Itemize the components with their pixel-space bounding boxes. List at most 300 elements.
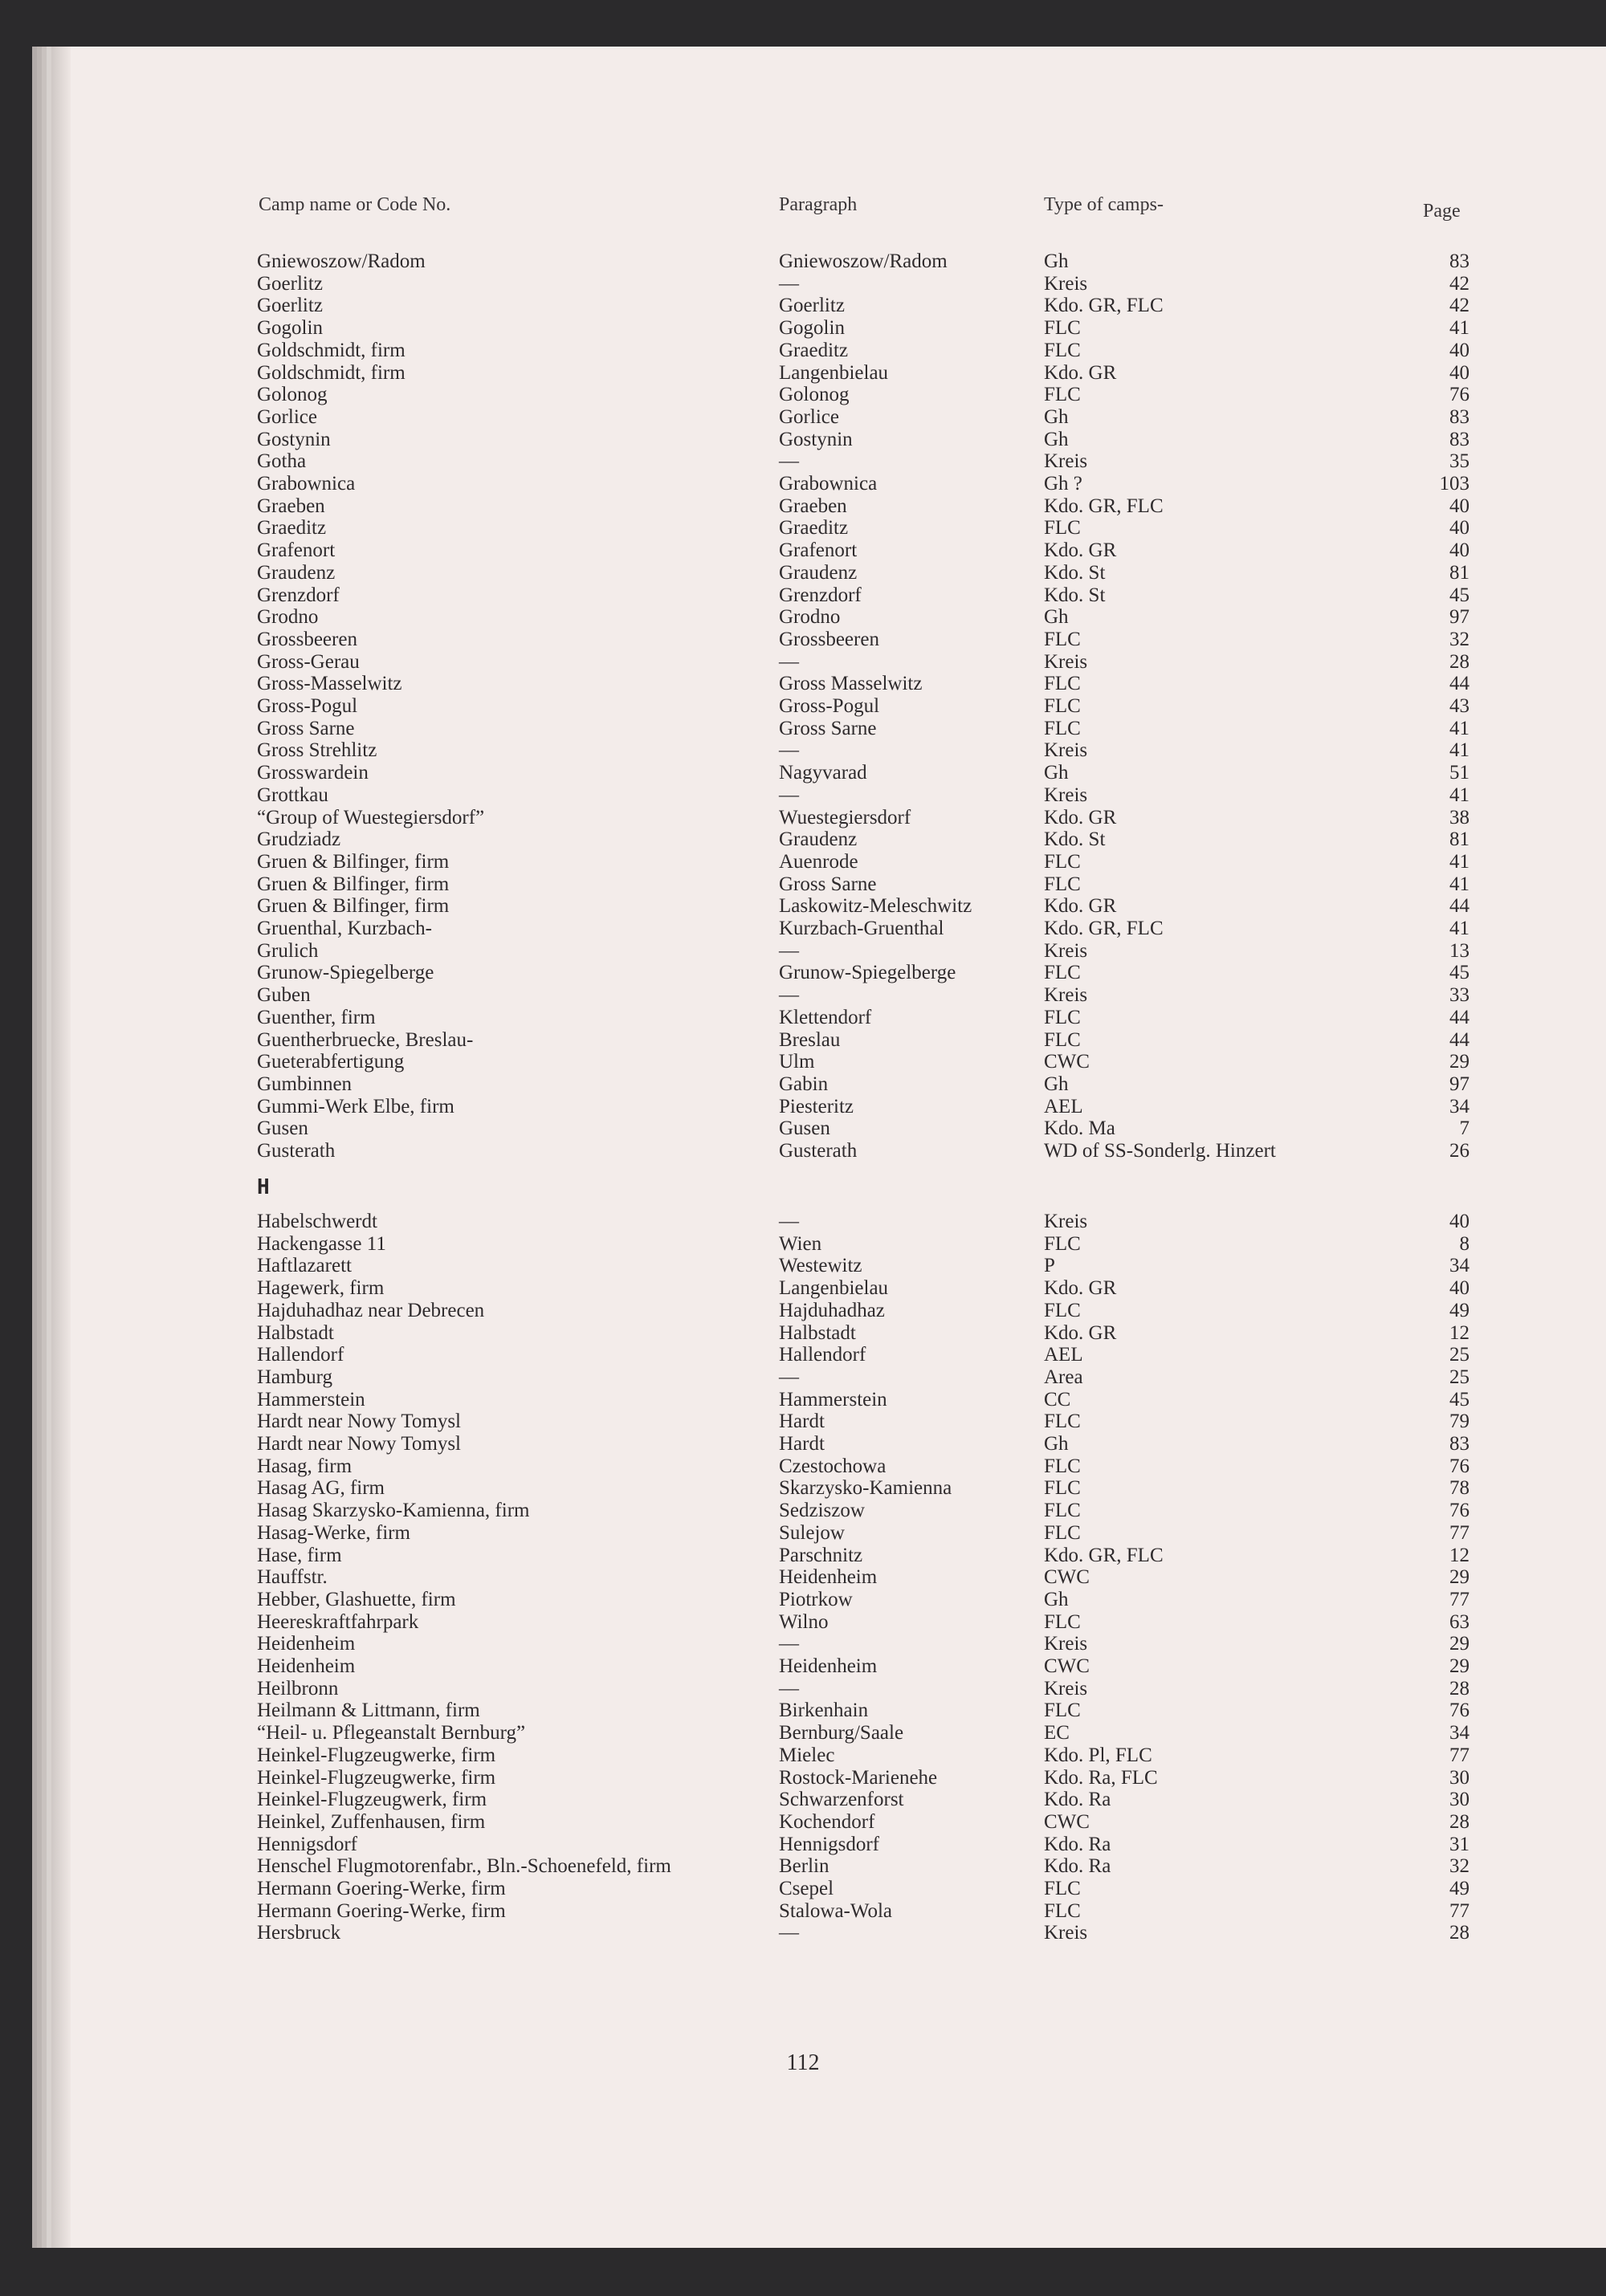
camp-name-cell: Hammerstein [257,1388,365,1411]
page-ref-cell: 34 [1449,1722,1469,1744]
paragraph-cell: Csepel [779,1878,834,1899]
camp-name-cell: Heilbronn [257,1677,339,1700]
table-row [0,1899,1469,1923]
camp-name-cell: Grudziadz [257,828,341,851]
paragraph-cell: Kochendorf [779,1810,875,1833]
page-ref-cell: 28 [1449,650,1469,673]
table-row [0,784,1469,807]
camp-type-cell: Kdo. GR [1044,1321,1117,1344]
paragraph-cell: Schwarzenforst [779,1789,904,1811]
table-row [0,1655,1469,1678]
page-ref-cell: 41 [1449,850,1469,873]
table-row [0,473,1469,495]
paragraph-cell: — [779,739,799,762]
page-ref-cell: 43 [1449,695,1469,717]
paragraph-cell: Heidenheim [779,1566,878,1589]
camp-name-cell: “Group of Wuestegiersdorf” [257,806,485,828]
camp-name-cell: Grabownica [257,473,356,495]
camp-type-cell: Gh [1044,405,1069,428]
camp-name-cell: Heidenheim [257,1633,356,1655]
paragraph-cell: — [779,1211,799,1232]
camp-type-cell: CWC [1044,1810,1090,1833]
camp-type-cell: FLC [1044,1500,1081,1522]
paragraph-cell: Langenbielau [779,361,889,384]
table-row [0,873,1469,896]
page-ref-cell: 31 [1449,1833,1469,1855]
page-ref-cell: 51 [1449,762,1469,784]
page-ref-cell: 49 [1449,1299,1469,1321]
camp-name-cell: Guben [257,984,311,1007]
table-row [0,1544,1469,1567]
page-ref-cell: 77 [1449,1744,1469,1766]
camp-name-cell: Gruen & Bilfinger, firm [257,850,450,873]
page-ref-cell: 25 [1449,1344,1469,1366]
camp-type-cell: FLC [1044,517,1081,539]
camp-name-cell: Hackengasse 11 [257,1232,386,1255]
camp-name-cell: Grosswardein [257,762,369,784]
camp-name-cell: Gross Strehlitz [257,739,377,762]
camp-type-cell: Kdo. Pl, FLC [1044,1744,1152,1766]
camp-name-cell: Grossbeeren [257,628,357,650]
table-row [0,1789,1469,1811]
camp-name-cell: Hase, firm [257,1544,342,1566]
camp-type-cell: Gh ? [1044,473,1082,495]
camp-type-cell: Area [1044,1366,1083,1388]
camp-type-cell: FLC [1044,1028,1081,1051]
paragraph-cell: — [779,1677,799,1700]
page-ref-cell: 41 [1449,918,1469,939]
camp-type-cell: FLC [1044,1455,1081,1477]
paragraph-cell: Gabin [779,1073,829,1095]
paragraph-cell: Stalowa-Wola [779,1899,893,1922]
page-ref-cell: 30 [1449,1789,1469,1811]
paragraph-cell: Rostock-Marienehe [779,1766,938,1789]
camp-type-cell: Gh [1044,762,1069,784]
page-ref-cell: 28 [1449,1677,1469,1700]
camp-name-cell: Gruen & Bilfinger, firm [257,873,450,895]
page-ref-cell: 25 [1449,1366,1469,1388]
table-row [0,962,1469,984]
camp-type-cell: FLC [1044,873,1081,895]
page-ref-cell: 28 [1449,1810,1469,1833]
camp-name-cell: Heidenheim [257,1655,356,1677]
paragraph-cell: Piotrkow [779,1588,853,1610]
paragraph-cell: Auenrode [779,850,858,873]
camp-type-cell: FLC [1044,628,1081,650]
table-row [0,428,1469,451]
camp-name-cell: Haftlazarett [257,1255,352,1277]
header-camp-name: Camp name or Code No. [259,194,451,215]
paragraph-cell: Grodno [779,606,841,629]
page-ref-cell: 38 [1449,806,1469,828]
table-row [0,250,1469,273]
page-ref-cell: 83 [1449,405,1469,428]
camp-name-cell: Graeditz [257,517,327,539]
camp-name-cell: Hajduhadhaz near Debrecen [257,1299,485,1321]
page-ref-cell: 13 [1449,939,1469,962]
page-ref-cell: 103 [1439,473,1469,495]
table-row [0,1140,1469,1162]
paragraph-cell: Skarzysko-Kamienna [779,1477,952,1500]
paragraph-cell: — [779,784,799,806]
paragraph-cell: Wien [779,1232,822,1255]
camp-name-cell: Hagewerk, firm [257,1277,385,1300]
page-ref-cell: 29 [1449,1566,1469,1589]
camp-name-cell: Hasag AG, firm [257,1477,385,1500]
table-row [0,1521,1469,1545]
page-ref-cell: 40 [1449,339,1469,361]
paragraph-cell: Graudenz [779,828,858,851]
page-ref-cell: 76 [1449,1455,1469,1477]
page-number: 112 [786,2050,820,2075]
paragraph-cell: Nagyvarad [779,762,867,784]
paragraph-cell: Breslau [779,1028,841,1051]
page-ref-cell: 63 [1449,1610,1469,1633]
page-ref-cell: 35 [1449,450,1469,473]
camp-type-cell: Kdo. St [1044,584,1106,606]
table-row [0,1588,1469,1611]
table-row [0,850,1469,873]
page-ref-cell: 44 [1449,673,1469,695]
table-row [0,762,1469,784]
camp-name-cell: Hardt near Nowy Tomysl [257,1411,461,1433]
camp-type-cell: Kdo. GR, FLC [1044,495,1164,517]
table-row [0,918,1469,940]
camp-name-cell: Gorlice [257,405,317,428]
table-row [0,1878,1469,1900]
paragraph-cell: — [779,1633,799,1655]
table-row [0,1455,1469,1478]
page-ref-cell: 29 [1449,1633,1469,1655]
paragraph-cell: — [779,450,799,473]
table-row [0,1610,1469,1634]
camp-type-cell: Kdo. GR, FLC [1044,295,1164,317]
camp-type-cell: CWC [1044,1655,1090,1677]
table-row [0,1095,1469,1118]
paragraph-cell: Hardt [779,1411,825,1433]
table-row [0,317,1469,340]
page-ref-cell: 40 [1449,495,1469,517]
page-ref-cell: 44 [1449,895,1469,918]
camp-type-cell: Kdo. GR [1044,1277,1117,1300]
camp-type-cell: FLC [1044,384,1081,406]
table-row [0,1855,1469,1878]
page-ref-cell: 41 [1449,739,1469,762]
camp-name-cell: Hermann Goering-Werke, firm [257,1899,506,1922]
camp-type-cell: FLC [1044,339,1081,361]
table-row [0,717,1469,740]
camp-name-cell: Heinkel-Flugzeugwerk, firm [257,1789,487,1811]
camp-name-cell: Hasag, firm [257,1455,353,1477]
paragraph-cell: Sulejow [779,1521,845,1544]
camp-type-cell: FLC [1044,695,1081,717]
camp-name-cell: Heilmann & Littmann, firm [257,1700,480,1722]
page-ref-cell: 77 [1449,1588,1469,1610]
camp-type-cell: Kdo. Ma [1044,1117,1115,1140]
table-row [0,628,1469,651]
camp-type-cell: FLC [1044,1232,1081,1255]
page-ref-cell: 29 [1449,1655,1469,1677]
page-ref-cell: 97 [1449,1073,1469,1095]
paragraph-cell: Graeditz [779,517,849,539]
paragraph-cell: Goerlitz [779,295,845,317]
camp-type-cell: FLC [1044,717,1081,739]
paragraph-cell: Mielec [779,1744,835,1766]
paragraph-cell: Grabownica [779,473,878,495]
header-page: Page [1423,201,1461,222]
camp-name-cell: Heereskraftfahrpark [257,1610,419,1633]
page-ref-cell: 76 [1449,1500,1469,1522]
camp-type-cell: Kreis [1044,939,1088,962]
page-ref-cell: 83 [1449,428,1469,450]
page-ref-cell: 83 [1449,1433,1469,1455]
paragraph-cell: Halbstadt [779,1321,856,1344]
page-ref-cell: 40 [1449,539,1469,562]
camp-name-cell: Guenther, firm [257,1006,376,1028]
paragraph-cell: Wilno [779,1610,829,1633]
camp-name-cell: Habelschwerdt [257,1211,377,1232]
camp-name-cell: Guentherbruecke, Breslau- [257,1028,474,1051]
table-row [0,806,1469,829]
camp-name-cell: Gross Sarne [257,717,355,739]
camp-name-cell: Gusen [257,1117,308,1140]
camp-name-cell: Grulich [257,939,319,962]
camp-type-cell: FLC [1044,317,1081,340]
camp-name-cell: Goerlitz [257,272,323,295]
page-ref-cell: 76 [1449,384,1469,406]
section-letter-h: H [257,1175,270,1199]
camp-type-cell: Kdo. Ra [1044,1833,1111,1855]
camp-name-cell: Golonog [257,384,328,406]
camp-type-cell: Gh [1044,428,1069,450]
camp-name-cell: Gummi-Werk Elbe, firm [257,1095,454,1117]
table-row [0,1700,1469,1722]
paragraph-cell: Graeditz [779,339,849,361]
paragraph-cell: Gross Sarne [779,873,877,895]
table-row [0,1500,1469,1522]
camp-name-cell: Heinkel-Flugzeugwerke, firm [257,1744,496,1766]
page-ref-cell: 30 [1449,1766,1469,1789]
paragraph-cell: Golonog [779,384,850,406]
page-ref-cell: 32 [1449,628,1469,650]
paragraph-cell: Gross Sarne [779,717,877,739]
table-row [0,339,1469,362]
camp-type-cell: AEL [1044,1344,1083,1366]
paragraph-cell: — [779,939,799,962]
paragraph-cell: Sedziszow [779,1500,865,1522]
header-type: Type of camps- [1044,194,1164,215]
table-row [0,650,1469,674]
camp-type-cell: CWC [1044,1566,1090,1589]
camp-type-cell: Gh [1044,250,1069,272]
paragraph-cell: Hajduhadhaz [779,1299,885,1321]
camp-name-cell: Gueterabfertigung [257,1051,405,1073]
camp-type-cell: FLC [1044,850,1081,873]
camp-name-cell: “Heil- u. Pflegeanstalt Bernburg” [257,1722,526,1744]
paragraph-cell: — [779,650,799,673]
table-row [0,1299,1469,1322]
camp-type-cell: Kreis [1044,650,1088,673]
paragraph-cell: Ulm [779,1051,815,1073]
camp-name-cell: Grodno [257,606,319,629]
table-row [0,1051,1469,1073]
paragraph-cell: Hardt [779,1433,825,1455]
table-row [0,1433,1469,1455]
camp-type-cell: Kreis [1044,272,1088,295]
camp-name-cell: Hermann Goering-Werke, firm [257,1878,506,1899]
paragraph-cell: Grafenort [779,539,858,562]
page-ref-cell: 40 [1449,517,1469,539]
table-row [0,405,1469,429]
page-ref-cell: 77 [1449,1521,1469,1544]
page-ref-cell: 42 [1449,272,1469,295]
table-row [0,1677,1469,1700]
camp-name-cell: Heinkel, Zuffenhausen, firm [257,1810,486,1833]
page-ref-cell: 32 [1449,1855,1469,1878]
page-ref-cell: 81 [1449,561,1469,584]
camp-name-cell: Heinkel-Flugzeugwerke, firm [257,1766,496,1789]
camp-type-cell: Gh [1044,1073,1069,1095]
page-ref-cell: 29 [1449,1051,1469,1073]
table-row [0,606,1469,629]
page-ref-cell: 41 [1449,717,1469,739]
camp-type-cell: Kdo. GR [1044,361,1117,384]
paragraph-cell: Hennigsdorf [779,1833,879,1855]
table-row [0,1255,1469,1277]
paragraph-cell: — [779,984,799,1007]
table-row [0,1810,1469,1834]
paragraph-cell: Grunow-Spiegelberge [779,962,956,984]
camp-name-cell: Graudenz [257,561,336,584]
page-ref-cell: 41 [1449,873,1469,895]
camp-name-cell: Gross-Pogul [257,695,358,717]
table-row [0,1028,1469,1052]
page-ref-cell: 12 [1449,1544,1469,1566]
camp-type-cell: Kreis [1044,1677,1088,1700]
table-row [0,939,1469,963]
camp-name-cell: Hasag Skarzysko-Kamienna, firm [257,1500,530,1522]
paragraph-cell: Birkenhain [779,1700,869,1722]
table-row [0,1117,1469,1140]
page-ref-cell: 12 [1449,1321,1469,1344]
camp-name-cell: Goldschmidt, firm [257,339,406,361]
page-ref-cell: 45 [1449,584,1469,606]
camp-name-cell: Hauffstr. [257,1566,328,1589]
paragraph-cell: Gorlice [779,405,839,428]
paragraph-cell: Gross Masselwitz [779,673,923,695]
paragraph-cell: Gogolin [779,317,845,340]
table-row [0,495,1469,518]
camp-type-cell: Kdo. GR [1044,895,1117,918]
page-ref-cell: 8 [1459,1232,1469,1255]
camp-type-cell: CC [1044,1388,1071,1411]
camp-type-cell: FLC [1044,1700,1081,1722]
camp-type-cell: Kdo. St [1044,561,1106,584]
page-ref-cell: 76 [1449,1700,1469,1722]
table-row [0,1366,1469,1389]
table-row [0,584,1469,607]
camp-name-cell: Halbstadt [257,1321,334,1344]
paragraph-cell: Graudenz [779,561,858,584]
camp-name-cell: Gostynin [257,428,331,450]
paragraph-cell: Czestochowa [779,1455,887,1477]
paragraph-cell: Graeben [779,495,847,517]
table-row [0,673,1469,695]
camp-type-cell: Kdo. GR [1044,806,1117,828]
camp-type-cell: FLC [1044,1521,1081,1544]
camp-name-cell: Grottkau [257,784,328,806]
camp-name-cell: Hennigsdorf [257,1833,357,1855]
table-row [0,561,1469,584]
table-row [0,1922,1469,1944]
table-row [0,1344,1469,1366]
camp-name-cell: Grunow-Spiegelberge [257,962,434,984]
table-row [0,1766,1469,1789]
camp-type-cell: FLC [1044,1610,1081,1633]
camp-type-cell: Kreis [1044,739,1088,762]
camp-name-cell: Gogolin [257,317,323,340]
paragraph-cell: Piesteritz [779,1095,854,1117]
camp-type-cell: P [1044,1255,1055,1277]
table-row [0,1477,1469,1500]
page-ref-cell: 28 [1449,1922,1469,1944]
paragraph-cell: — [779,272,799,295]
camp-type-cell: Kdo. GR, FLC [1044,918,1164,939]
paragraph-cell: Langenbielau [779,1277,889,1300]
camp-name-cell: Graeben [257,495,325,517]
page-ref-cell: 49 [1449,1878,1469,1899]
table-row [0,1566,1469,1589]
camp-type-cell: Kdo. Ra [1044,1855,1111,1878]
paragraph-cell: Klettendorf [779,1006,872,1028]
camp-name-cell: Gniewoszow/Radom [257,250,426,272]
page-ref-cell: 40 [1449,1277,1469,1300]
camp-type-cell: Kreis [1044,1633,1088,1655]
camp-name-cell: Goldschmidt, firm [257,361,406,384]
page-ref-cell: 83 [1449,250,1469,272]
table-row [0,1232,1469,1256]
page-ref-cell: 7 [1459,1117,1469,1140]
camp-type-cell: Kdo. GR [1044,539,1117,562]
page-ref-cell: 26 [1449,1140,1469,1162]
paragraph-cell: Heidenheim [779,1655,878,1677]
paragraph-cell: — [779,1366,799,1388]
page-ref-cell: 45 [1449,1388,1469,1411]
page-ref-cell: 34 [1449,1095,1469,1117]
paragraph-cell: Gusen [779,1117,830,1140]
camp-type-cell: FLC [1044,1899,1081,1922]
paragraph-cell: Hammerstein [779,1388,887,1411]
table-row [0,1073,1469,1096]
camp-type-cell: Gh [1044,1588,1069,1610]
table-row [0,1277,1469,1300]
page-ref-cell: 40 [1449,361,1469,384]
camp-type-cell: Gh [1044,1433,1069,1455]
table-row [0,828,1469,851]
camp-type-cell: CWC [1044,1051,1090,1073]
page-ref-cell: 41 [1449,784,1469,806]
page-ref-cell: 78 [1449,1477,1469,1500]
camp-type-cell: Kdo. Ra [1044,1789,1111,1811]
table-row [0,1321,1469,1345]
camp-name-cell: Gumbinnen [257,1073,353,1095]
camp-name-cell: Grenzdorf [257,584,340,606]
paragraph-cell: Gniewoszow/Radom [779,250,948,272]
paragraph-cell: Laskowitz-Meleschwitz [779,895,972,918]
paragraph-cell: Bernburg/Saale [779,1722,904,1744]
paragraph-cell: Berlin [779,1855,829,1878]
table-row [0,539,1469,562]
